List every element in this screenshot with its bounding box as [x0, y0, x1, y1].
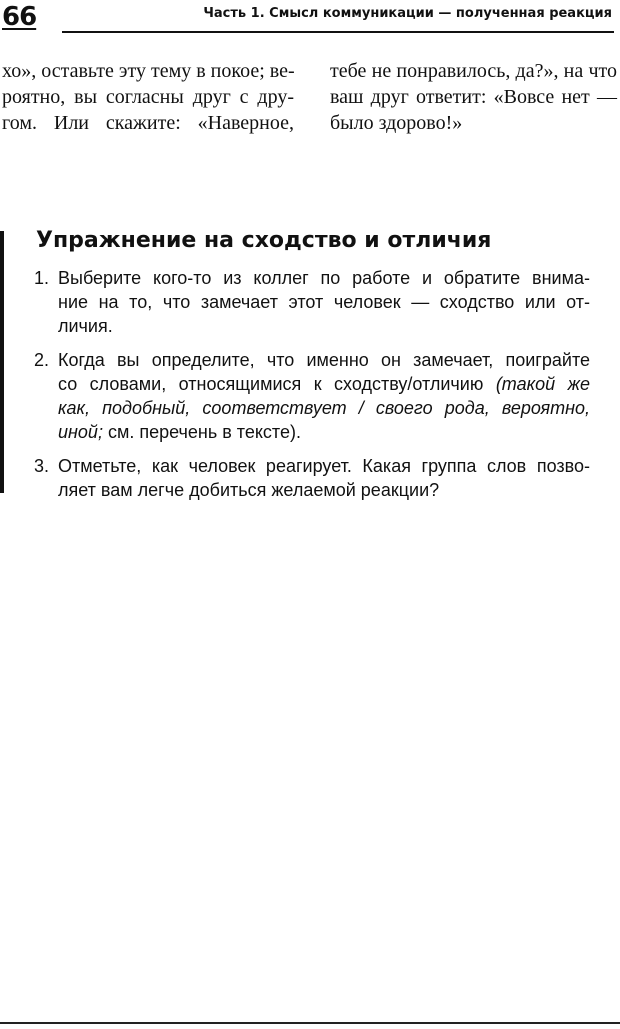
step-line: ние на то, что замечает этот человек — сходство или от- [58, 292, 590, 312]
step-line: Отметьте, как человек реагирует. Какая группа слов позво- [58, 456, 590, 476]
exercise-step-3 [34, 454, 590, 502]
text-line: гом. Или скажите: «Наверное, [2, 112, 294, 134]
step-line: личия. [58, 316, 113, 336]
step-text-italic: (такой же [495, 374, 590, 394]
text-line: было здорово!» [330, 112, 463, 134]
text-line: тебе не понравилось, да?», на что [330, 60, 617, 82]
exercise-step-1 [34, 266, 590, 338]
step-number: 2. [34, 350, 50, 370]
step-line [58, 372, 590, 396]
step-line: как, подобный, соответствует / своего рода, вероятно, [58, 398, 590, 418]
step-line [58, 420, 590, 444]
text-line: хо», оставьте эту тему в покое; ве- [2, 60, 295, 82]
step-line: ляет вам легче добиться желаемой реакции? [58, 480, 440, 500]
text-line: ваш друг ответит: «Вовсе нет — [330, 86, 617, 108]
exercise-steps [34, 266, 590, 512]
exercise-step-2 [34, 348, 590, 444]
text-column-right [330, 58, 617, 136]
step-text-plain: см. перечень в тексте). [102, 422, 301, 442]
exercise-title: Упражнение на сходство и отличия [36, 228, 492, 253]
text-column-left [2, 58, 294, 136]
running-header: Часть 1. Смысл коммуникации — полученная реакция [203, 6, 612, 21]
footer-rule [0, 1022, 620, 1024]
step-line: Выберите кого-то из коллег по работе и обратите внима- [58, 268, 590, 288]
page-number: 66 [2, 2, 37, 32]
step-line: Когда вы определите, что именно он замечает, поиграйте [58, 350, 590, 370]
step-text-plain: со словами, относящимися к сходству/отличию [58, 374, 496, 394]
step-number: 3. [34, 456, 50, 476]
step-text-italic: иной; [58, 422, 103, 442]
exercise-side-bar [0, 231, 4, 493]
step-number: 1. [34, 268, 50, 288]
text-line: роятно, вы согласны друг с дру- [2, 86, 294, 108]
header-rule [62, 31, 614, 33]
